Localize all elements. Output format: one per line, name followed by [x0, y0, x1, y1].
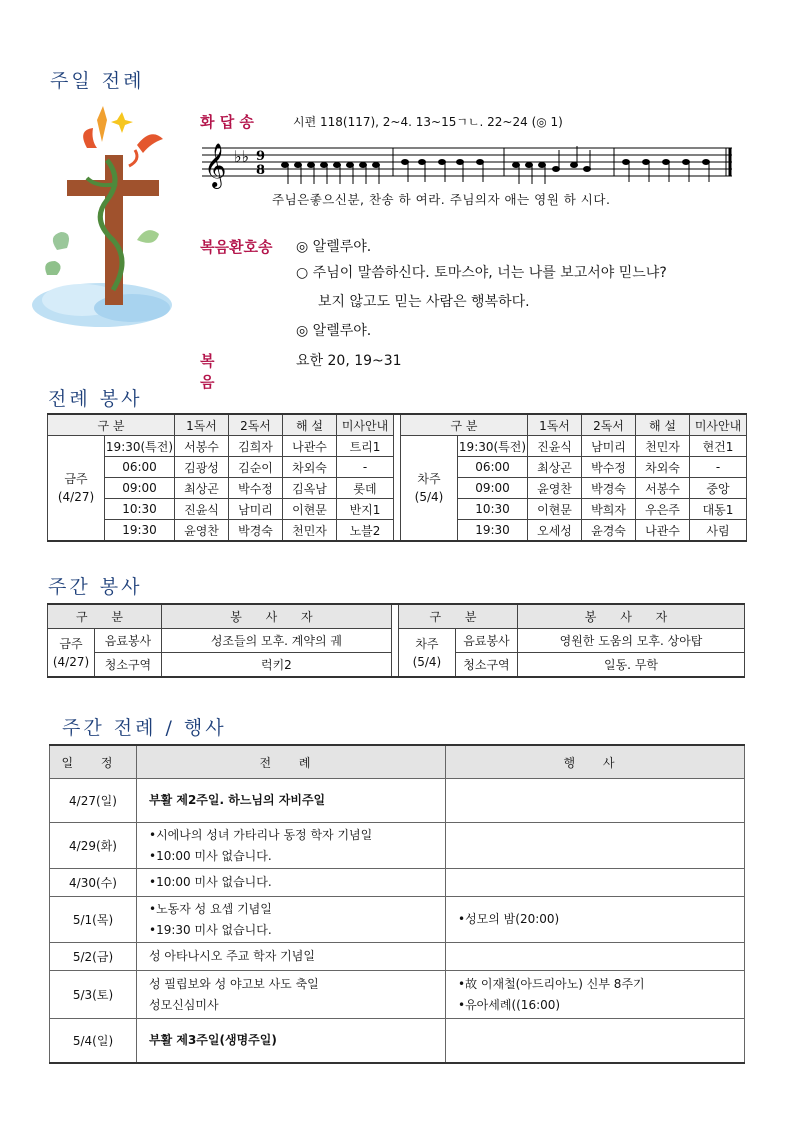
table-cell: 최상곤 [175, 478, 229, 499]
table-cell: - [690, 457, 747, 478]
table-cell: 박수정 [582, 457, 636, 478]
table-row [48, 499, 747, 520]
time-cell: 09:00 [105, 478, 175, 499]
table-cell: 이현문 [528, 499, 582, 520]
svg-text:♭♭: ♭♭ [234, 147, 250, 166]
week-date: (5/4) [412, 654, 442, 669]
gap [394, 436, 401, 457]
liturgy-cell: •10:00 미사 없습니다. [137, 869, 446, 897]
table-row [50, 869, 745, 897]
table-row [48, 478, 747, 499]
table-cell: 김희자 [229, 436, 283, 457]
liturgy-cell: 부활 제2주일. 하느님의 자비주일 [137, 779, 446, 823]
time-cell: 09:00 [458, 478, 528, 499]
table-row [48, 629, 745, 653]
date-cell: 5/2(금) [50, 943, 137, 971]
events-cell [446, 823, 745, 869]
gap [394, 499, 401, 520]
time-cell: 10:30 [105, 499, 175, 520]
table-cell: 청소구역 [455, 653, 517, 678]
music-score [202, 138, 738, 190]
table-cell: 남미리 [582, 436, 636, 457]
liturgy-cell [137, 897, 446, 943]
header-events: 행 사 [446, 745, 745, 779]
liturgy-line: •시에나의 성녀 가타리나 동정 학자 기념일 [149, 827, 373, 842]
table-cell: 김옥남 [283, 478, 337, 499]
liturgy-section-title: 주일 전례 [50, 70, 145, 92]
events-cell [446, 1019, 745, 1063]
gospel-label-text: 복 음 [200, 352, 239, 391]
acclamation-line-4: ◎ 알렐루야. [296, 323, 372, 339]
table-cell: 천민자 [636, 436, 690, 457]
table-cell: 박희자 [582, 499, 636, 520]
week-cell-right [398, 629, 455, 678]
table-cell: 사림 [690, 520, 747, 542]
acclamation-line-2: ○ 주님이 말씀하신다. 토마스야, 너는 나를 보고서야 믿느냐? [296, 265, 667, 281]
header-reading1-right: 1독서 [528, 414, 582, 436]
table-cell: 윤영찬 [528, 478, 582, 499]
liturgy-line: •19:30 미사 없습니다. [149, 922, 272, 937]
svg-text:9: 9 [256, 149, 266, 164]
table-cell: 현건1 [690, 436, 747, 457]
table-cell: 나관수 [283, 436, 337, 457]
servers-section-title: 전례 봉사 [48, 388, 143, 410]
table-cell: 중앙 [690, 478, 747, 499]
week-cell-right [401, 436, 458, 542]
time-cell: 10:30 [458, 499, 528, 520]
table-cell: 나관수 [636, 520, 690, 542]
table-cell: 청소구역 [95, 653, 162, 678]
table-row [48, 436, 747, 457]
events-cell [446, 943, 745, 971]
week-date: (5/4) [414, 490, 444, 504]
date-cell: 4/27(일) [50, 779, 137, 823]
events-cell [446, 779, 745, 823]
table-cell: 진윤식 [528, 436, 582, 457]
table-cell: 차외숙 [283, 457, 337, 478]
header-volunteers-right: 봉 사 자 [518, 604, 745, 629]
table-cell: 이현문 [283, 499, 337, 520]
header-category-right: 구 분 [398, 604, 517, 629]
table-cell: 반지1 [337, 499, 394, 520]
table-row [50, 897, 745, 943]
gap [391, 629, 398, 653]
gap [394, 478, 401, 499]
week-label: 차주 [415, 636, 439, 651]
acclamation-line-3: 보지 않고도 믿는 사람은 행복하다. [318, 294, 530, 310]
servers-table [47, 413, 747, 542]
events-cell [446, 869, 745, 897]
music-lyrics: 주님은좋으신분, 찬송 하 여라. 주님의자 애는 영원 하 시다. [272, 192, 611, 207]
gospel-acclamation-label: 복음환호송 [200, 238, 273, 256]
header-reading2-right: 2독서 [582, 414, 636, 436]
header-commentary-right: 해 설 [636, 414, 690, 436]
acclamation-line-1: ◎ 알렐루야. [296, 239, 372, 255]
table-cell: 윤영찬 [175, 520, 229, 542]
svg-text:𝄞: 𝄞 [204, 143, 227, 187]
table-cell: 음료봉사 [455, 629, 517, 653]
gap [391, 604, 398, 629]
table-row [48, 457, 747, 478]
time-cell: 06:00 [105, 457, 175, 478]
week-label: 차주 [417, 472, 441, 486]
header-category-right: 구 분 [401, 414, 528, 436]
table-cell: 음료봉사 [95, 629, 162, 653]
week-label: 금주 [64, 472, 88, 486]
table-cell: 럭키2 [161, 653, 391, 678]
gospel-label [200, 350, 280, 392]
events-section-title: 주간 전례 / 행사 [62, 717, 227, 739]
cross-illustration [27, 100, 177, 332]
events-cell: •성모의 밤(20:00) [446, 897, 745, 943]
table-cell: 노블2 [337, 520, 394, 542]
weekly-section-title: 주간 봉사 [48, 576, 143, 598]
header-mass-guide: 미사안내 [337, 414, 394, 436]
weekly-service-table [47, 603, 745, 678]
table-row [48, 520, 747, 542]
svg-text:8: 8 [256, 163, 266, 178]
liturgy-line: •노동자 성 요셉 기념일 [149, 901, 272, 916]
week-cell-left [48, 629, 95, 678]
header-reading2: 2독서 [229, 414, 283, 436]
gap [394, 520, 401, 542]
time-cell: 06:00 [458, 457, 528, 478]
table-cell: 성조들의 모후. 계약의 궤 [161, 629, 391, 653]
table-cell: 김광성 [175, 457, 229, 478]
table-cell: 최상곤 [528, 457, 582, 478]
table-cell: 롯데 [337, 478, 394, 499]
table-cell: 영원한 도움의 모후. 상아탑 [518, 629, 745, 653]
table-cell: 차외숙 [636, 457, 690, 478]
table-cell: 천민자 [283, 520, 337, 542]
table-cell: 박수정 [229, 478, 283, 499]
table-cell: 박경숙 [229, 520, 283, 542]
table-cell: 서봉수 [175, 436, 229, 457]
liturgy-cell: 성 아타나시오 주교 학자 기념일 [137, 943, 446, 971]
liturgy-cell [137, 823, 446, 869]
weekly-header-row [48, 604, 745, 629]
table-cell: 트리1 [337, 436, 394, 457]
liturgy-cell [137, 971, 446, 1019]
date-cell: 4/30(수) [50, 869, 137, 897]
gospel-reference: 요한 20, 19~31 [296, 353, 402, 369]
psalm-label: 화 답 송 [200, 113, 254, 131]
week-date: (4/27) [57, 490, 95, 504]
week-date: (4/27) [52, 654, 90, 669]
header-reading1: 1독서 [175, 414, 229, 436]
time-cell: 19:30(특전) [458, 436, 528, 457]
table-cell: 남미리 [229, 499, 283, 520]
date-cell: 4/29(화) [50, 823, 137, 869]
header-mass-guide-right: 미사안내 [690, 414, 747, 436]
table-cell: 윤경숙 [582, 520, 636, 542]
table-row [50, 1019, 745, 1063]
table-cell: 서봉수 [636, 478, 690, 499]
table-cell: 우은주 [636, 499, 690, 520]
time-cell: 19:30 [458, 520, 528, 542]
liturgy-cell: 부활 제3주일(생명주일) [137, 1019, 446, 1063]
header-category: 구 분 [48, 414, 175, 436]
table-cell: 박경숙 [582, 478, 636, 499]
table-row [50, 779, 745, 823]
table-cell: 일동. 무학 [518, 653, 745, 678]
time-cell: 19:30 [105, 520, 175, 542]
gap [394, 414, 401, 436]
event-line: •유아세례((16:00) [458, 997, 561, 1012]
table-row [48, 653, 745, 678]
table-row [50, 943, 745, 971]
week-cell-left [48, 436, 105, 542]
header-schedule: 일 정 [50, 745, 137, 779]
header-liturgy: 전 례 [137, 745, 446, 779]
gap [391, 653, 398, 678]
table-cell: 김순이 [229, 457, 283, 478]
gap [394, 457, 401, 478]
events-cell [446, 971, 745, 1019]
date-cell: 5/3(토) [50, 971, 137, 1019]
servers-header-row [48, 414, 747, 436]
event-line: •故 이재철(아드리아노) 신부 8주기 [458, 976, 645, 991]
date-cell: 5/4(일) [50, 1019, 137, 1063]
events-table [49, 744, 745, 1064]
liturgy-line: •10:00 미사 없습니다. [149, 848, 272, 863]
table-cell: 대동1 [690, 499, 747, 520]
header-category: 구 분 [48, 604, 162, 629]
psalm-reference: 시편 118(117), 2~4. 13~15ㄱㄴ. 22~24 (◎ 1) [293, 115, 563, 129]
time-cell: 19:30(특전) [105, 436, 175, 457]
header-volunteers: 봉 사 자 [161, 604, 391, 629]
week-label: 금주 [59, 636, 83, 651]
table-row [50, 971, 745, 1019]
table-row [50, 823, 745, 869]
header-commentary: 해 설 [283, 414, 337, 436]
table-cell: 진윤식 [175, 499, 229, 520]
liturgy-line: 성모신심미사 [149, 997, 219, 1012]
events-header-row [50, 745, 745, 779]
liturgy-line: 성 필립보와 성 야고보 사도 축일 [149, 976, 319, 991]
table-cell: - [337, 457, 394, 478]
table-cell: 오세성 [528, 520, 582, 542]
date-cell: 5/1(목) [50, 897, 137, 943]
